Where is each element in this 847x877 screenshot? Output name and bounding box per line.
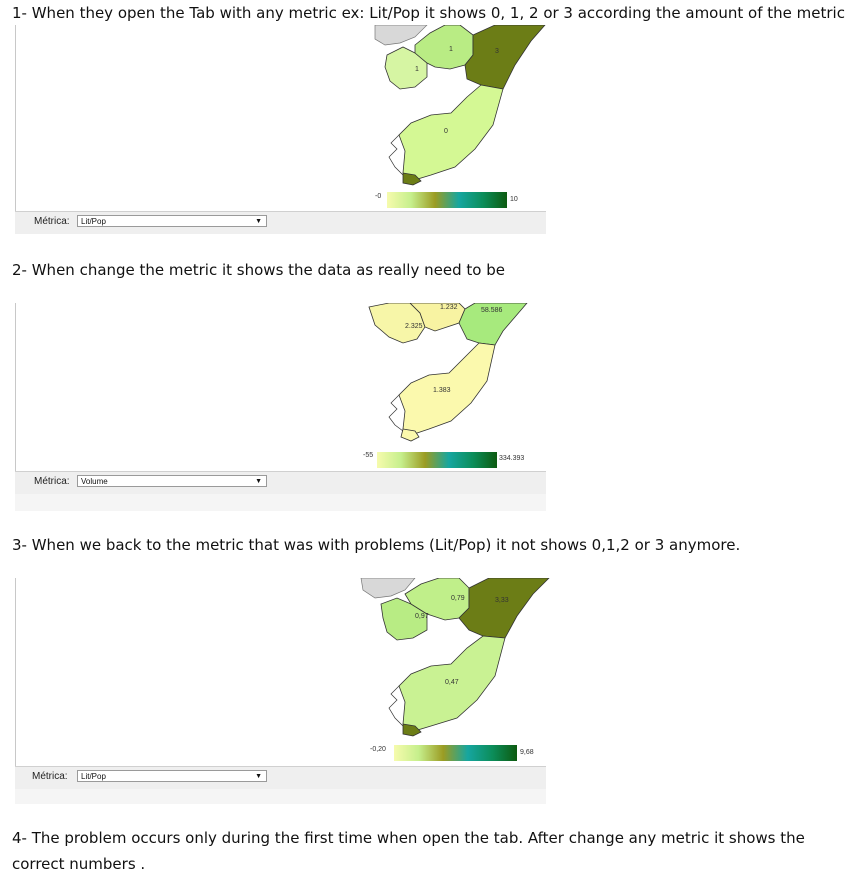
legend-max-value: 10 [510,196,518,203]
chevron-down-icon[interactable]: ▼ [255,218,262,225]
step-2-text: 2- When change the metric it shows the data as really need to be [12,261,505,279]
chevron-down-icon[interactable]: ▼ [255,478,262,485]
region-label: 1 [415,66,419,73]
legend-min-value: -0,20 [370,746,386,753]
region-label: 58.586 [481,307,503,314]
step-3-text: 3- When we back to the metric that was with problems (Lit/Pop) it not shows 0,1,2 or 3 anymore. [12,536,741,554]
color-scale-legend [387,192,507,208]
region-label: 3 [495,48,499,55]
region-label: 3,33 [495,597,509,604]
region-south[interactable] [399,85,503,181]
legend-max-value: 334.393 [499,455,525,462]
metric-select-value: Volume [81,477,108,486]
metric-label: Métrica: [34,476,70,487]
chevron-down-icon[interactable]: ▼ [255,773,262,780]
legend-min-value: -0 [375,193,382,200]
color-scale-legend [394,745,517,761]
metric-select[interactable] [77,215,267,227]
metric-label: Métrica: [32,771,68,782]
metric-toolbar [15,766,546,789]
map-panel-1 [15,25,546,233]
region-northeast[interactable] [465,25,545,89]
region-label: 1.383 [433,387,451,394]
choropleth-map-2 [355,303,555,448]
metric-select[interactable] [77,770,267,782]
metric-label: Métrica: [34,216,70,227]
choropleth-map-3 [355,578,555,740]
legend-max-value: 9,68 [520,749,534,756]
region-label: 1 [449,46,453,53]
metric-toolbar [15,471,546,494]
region-label: 0,97 [415,613,429,620]
region-label: 0,47 [445,679,459,686]
region-label: 0 [444,128,448,135]
map-panel-3 [15,578,546,804]
region-label: 2.325 [405,323,423,330]
metric-toolbar [15,211,546,234]
region-label: 1.232 [440,304,458,311]
region-label: 0,79 [451,595,465,602]
map-panel-2 [15,303,546,511]
choropleth-map-1 [355,25,555,187]
metric-select-value: Lit/Pop [81,217,106,226]
metric-select[interactable] [77,475,267,487]
color-scale-legend [377,452,497,468]
region-northeast[interactable] [459,578,549,638]
step-1-text: 1- When they open the Tab with any metric ex: Lit/Pop it shows 0, 1, 2 or 3 according the amount of the metric [12,4,845,22]
step-4-text: 4- The problem occurs only during the first time when open the tab. After change any metric it shows the correct numbers . [12,829,805,873]
legend-min-value: -55 [363,452,374,459]
metric-select-value: Lit/Pop [81,772,106,781]
